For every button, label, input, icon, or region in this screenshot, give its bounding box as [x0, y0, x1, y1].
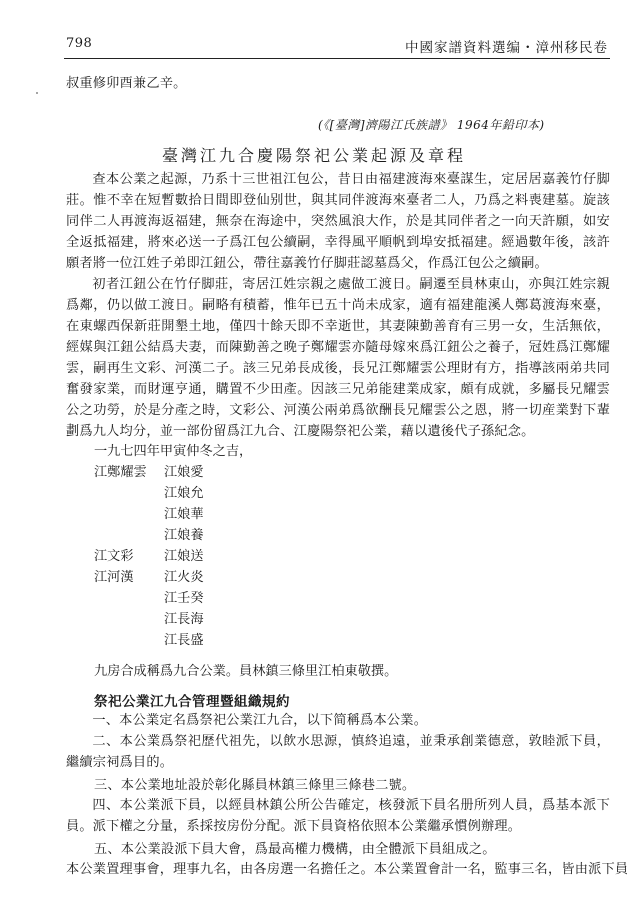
header-rule	[64, 58, 610, 59]
source-note: (《[臺灣]濟陽江氏族譜》 1964年鉛印本)	[318, 118, 545, 132]
paragraph-history: 初者江鈕公在竹仔脚莊，寄居江姓宗親之處做工渡日。嗣遷至員林東山，亦與江姓宗親爲鄰，仍以做工渡日。嗣略有積蓄，惟年已五十尚未成家，適有福建龍溪人鄭葛渡海來臺，在東螺西保新莊開墾土地，僅四十餘天即不幸逝世，其妻陳勤善育有三男一女，生活無依，經媒與江鈕公結爲夫妻，而陳勤善之晚子鄭耀雲亦隨母嫁來爲江鈕公之養子，冠姓爲江鄭耀雲，嗣再生文彩、河漢二子。該三兄弟長成後，長兄江鄭耀雲公理財有方，指導該兩弟共同奮發家業，而財運亨通，購置不少田產。因該三兄弟能建業成家，頗有成就，多屬長兄耀雲公之功勞，於是分產之時，文彩公、河漢公兩弟爲欲酬長兄耀雲公之恩，將一切産業對下輩劃爲九人均分，並一部份留爲江九合、江慶陽祭祀公業，藉以遺後代子孫紀念。	[66, 277, 610, 439]
father-name: 江鄭耀雲	[94, 465, 147, 480]
margin-mark	[36, 92, 38, 94]
son-name: 江娘愛	[164, 465, 204, 480]
closing-line: 九房合成稱爲九合公業。員林鎮三條里江柏東敬撰。	[94, 664, 398, 679]
son-name: 江娘允	[164, 486, 204, 501]
son-name: 江壬癸	[164, 591, 204, 606]
son-name: 江火炎	[164, 570, 204, 585]
article-3: 三、本公業地址設於彰化縣員林鎮三條里三條巷二號。	[94, 778, 416, 793]
paragraph-origin: 查本公業之起源，乃系十三世祖江包公，昔日由福建渡海來臺謀生，定居居嘉義竹仔脚莊。惟不幸在短暫數拾日間即登仙别世，與其同伴渡海來臺者二人，乃爲之料喪建墓。旋該同伴二人再渡海返福建，無奈在海途中，突然風浪大作，於是其同伴者之一向天許願，如安全返抵福建，將來必送一子爲江包公續嗣，幸得風平順帆到埠安抵福建。經過數年後，該許願者將一位江姓子弟即江鈕公，帶往嘉義竹仔脚莊認墓爲父，作爲江包公之續嗣。	[66, 172, 610, 271]
article-5-continued: 本公業置理事會，理事九名，由各房選一名擔任之。本公業置會計一名，監事三名，皆由派下員	[66, 862, 628, 877]
son-name: 江長海	[164, 612, 204, 627]
continued-line: 叔重修卯酉兼乙辛。	[66, 76, 187, 91]
section-title: 祭祀公業江九合管理暨組織規約	[94, 694, 290, 710]
document-title: 臺灣江九合慶陽祭祀公業起源及章程	[161, 146, 466, 165]
son-name: 江娘養	[164, 528, 204, 543]
son-name: 江長盛	[164, 633, 204, 648]
book-title: 中國家譜資料選编・漳州移民卷	[405, 40, 608, 56]
father-name: 江河漢	[94, 570, 134, 585]
father-name: 江文彩	[94, 549, 134, 564]
article-1: 一、本公業定名爲祭祀公業江九合，以下简稱爲本公業。	[92, 713, 428, 728]
son-name: 江娘送	[164, 549, 204, 564]
article-4: 四、本公業派下員，以經員林鎮公所公告確定，核發派下員名册所列人員，爲基本派下員。派下權之分量，系採按房份分配。派下員資格依照本公業繼承慣例辦理。	[66, 798, 610, 834]
article-2: 二、本公業爲祭祀歷代祖先，以飲水思源，慎終追遠，並秉承創業德意，敦睦派下員，繼續宗祠爲目的。	[66, 734, 610, 770]
son-name: 江娘華	[164, 507, 204, 522]
page-number: 798	[66, 36, 93, 51]
date-line: 一九七四年甲寅仲冬之吉，	[94, 444, 253, 459]
article-5: 五、本公業設派下員大會，爲最高權力機構，由全體派下員組成之。	[94, 842, 496, 857]
